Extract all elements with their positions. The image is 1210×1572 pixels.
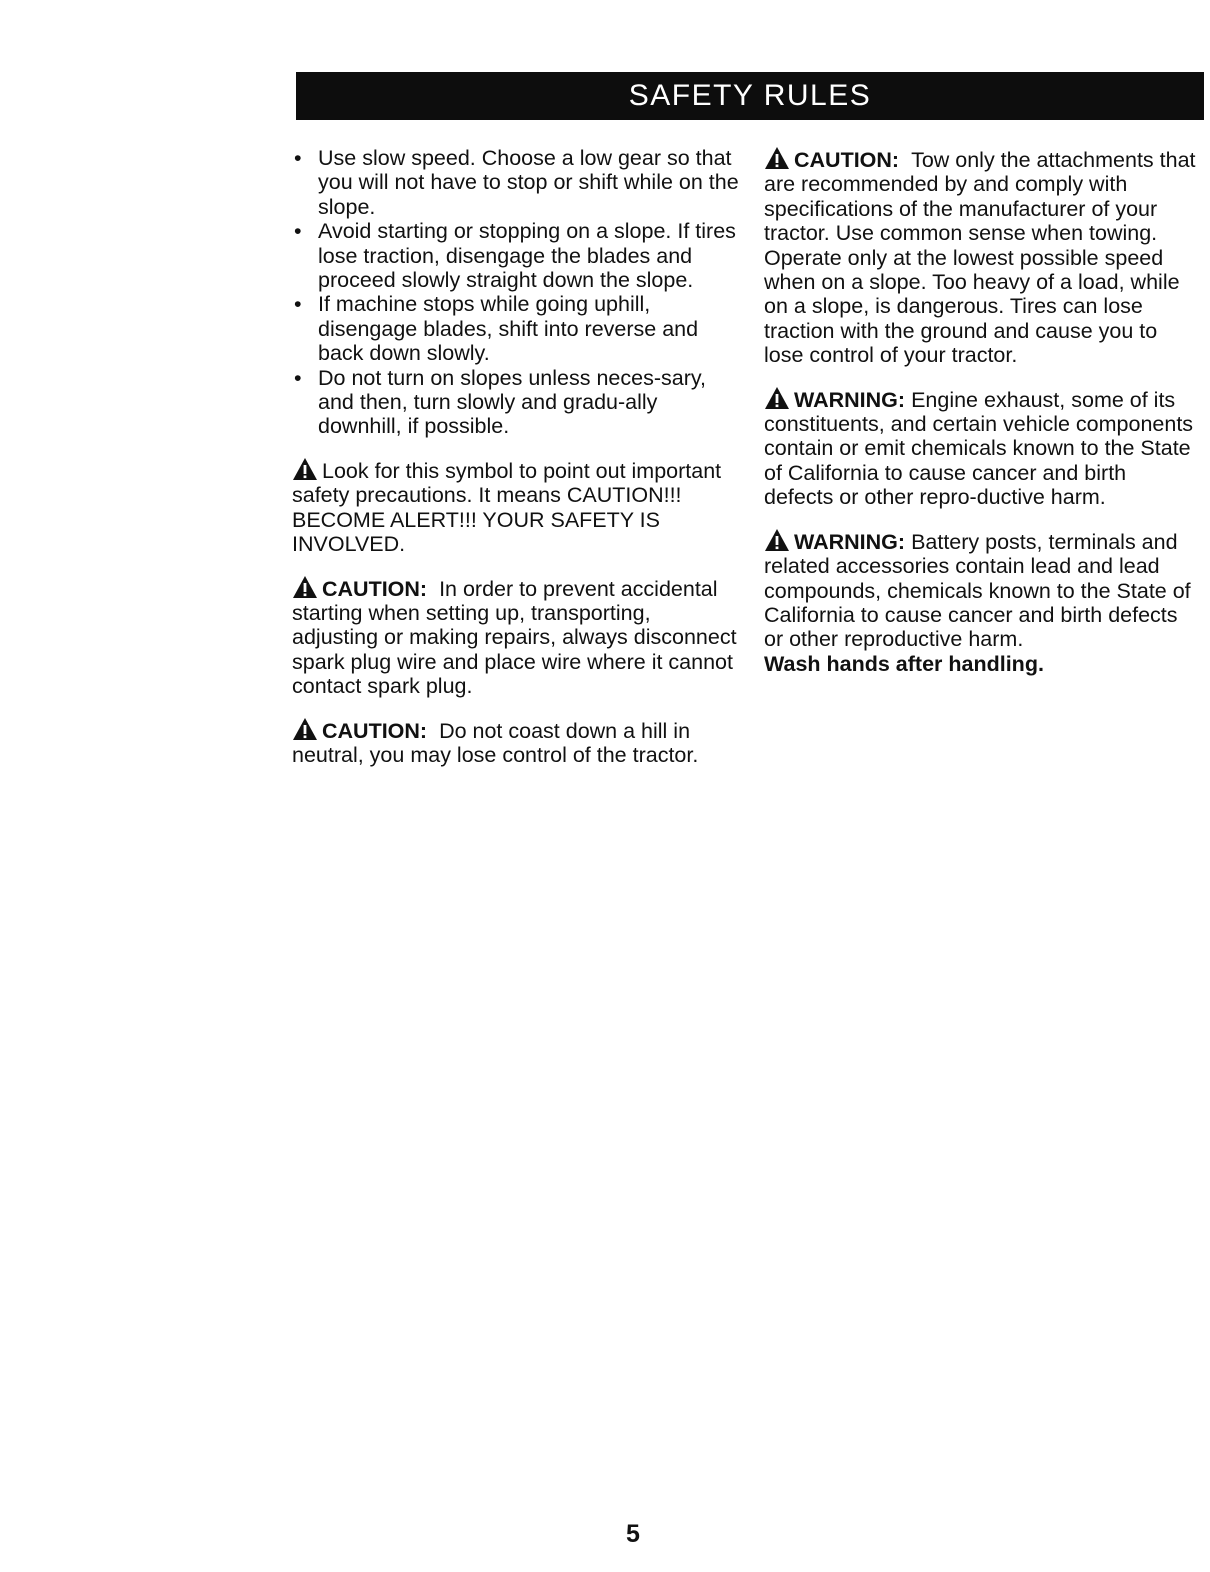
- wash-hands-notice: Wash hands after handling.: [764, 651, 1044, 676]
- list-item-text: Avoid starting or stopping on a slope. If tires lose traction, disengage the blades and proceed slowly straight down the slope.: [318, 219, 736, 293]
- page-title: SAFETY RULES: [628, 79, 872, 112]
- section-banner: [296, 72, 1204, 120]
- slope-rules-list: [292, 146, 742, 439]
- warning-text: Battery posts, terminals and related accessories contain lead and lead compounds, chemicals known to the State of California to cause cancer and birth defects or other reproductive harm.: [764, 529, 1191, 652]
- caution-spark-plug: [292, 575, 742, 699]
- warning-text: Engine exhaust, some of its constituents, and certain vehicle components contain or emit chemicals known to the State of California to cause cancer and birth defects or other repro-ductive harm.: [764, 387, 1194, 510]
- safety-alert-icon: [292, 717, 318, 741]
- warning-exhaust: [764, 386, 1200, 510]
- safety-alert-icon: [292, 457, 318, 481]
- caution-label: CAUTION:: [794, 148, 900, 172]
- symbol-note-text: Look for this symbol to point out important safety precautions. It means CAUTION!!! BECOME ALERT!!! YOUR SAFETY IS INVOLVED.: [292, 458, 722, 557]
- right-column: [764, 146, 1200, 694]
- caution-text: Do not coast down a hill in neutral, you may lose control of the tractor.: [292, 718, 699, 767]
- list-item: • Do not turn on slopes unless neces-sary, and then, turn slowly and gradu-ally downhill, if possible.: [294, 365, 706, 439]
- symbol-note: [292, 457, 742, 557]
- caution-text: Tow only the attachments that are recommended by and comply with specifications of the manufacturer of your tractor. Use common sense when towing. Operate only at the lowest possible speed when on a slope. Too heavy of a load, while on a slope, is dangerous. Tires can lose traction with the ground and cause you to lose control of your tractor.: [764, 148, 1196, 368]
- left-column: [292, 146, 742, 785]
- safety-alert-icon: [292, 575, 318, 599]
- page-number: 5: [626, 1520, 640, 1548]
- caution-text: In order to prevent accidental starting when setting up, transporting, adjusting or making repairs, always disconnect spark plug wire and place wire where it cannot contact spark plug.: [292, 576, 737, 699]
- safety-alert-icon: [764, 528, 790, 552]
- list-item: • Avoid starting or stopping on a slope. If tires lose traction, disengage the blades and proceed slowly straight down the slope.: [294, 219, 736, 293]
- list-item-text: If machine stops while going uphill, disengage blades, shift into reverse and back down slowly.: [318, 292, 699, 366]
- list-item: • If machine stops while going uphill, disengage blades, shift into reverse and back down slowly.: [294, 292, 699, 366]
- caution-coast: [292, 717, 742, 768]
- warning-label: WARNING:: [794, 529, 906, 554]
- caution-towing: [764, 146, 1200, 368]
- list-item: • Use slow speed. Choose a low gear so that you will not have to stop or shift while on the slope.: [294, 146, 739, 219]
- list-item-text: Use slow speed. Choose a low gear so that you will not have to stop or shift while on the slope.: [318, 146, 739, 219]
- safety-alert-icon: [764, 386, 790, 410]
- caution-label: CAUTION:: [322, 576, 428, 601]
- warning-battery: [764, 528, 1200, 676]
- safety-alert-icon: [764, 146, 790, 170]
- list-item-text: Do not turn on slopes unless neces-sary, and then, turn slowly and gradu-ally downhill, if possible.: [318, 365, 706, 439]
- warning-label: WARNING:: [794, 387, 906, 412]
- caution-label: CAUTION:: [322, 718, 428, 743]
